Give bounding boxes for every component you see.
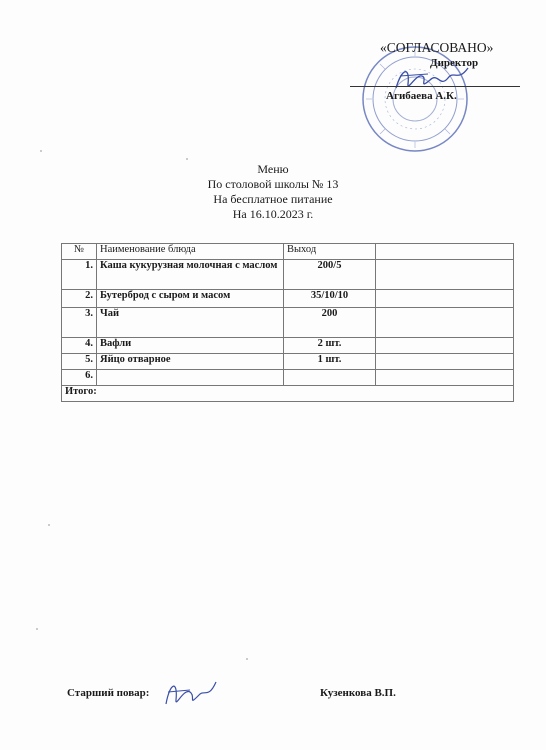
row-output: 1 шт. (284, 354, 376, 370)
header-name: Наименование блюда (97, 244, 284, 260)
table-row (62, 354, 514, 370)
table-total-row (62, 386, 514, 402)
row-num: 1. (62, 260, 97, 290)
table-row (62, 370, 514, 386)
cook-label: Старший повар: (67, 687, 150, 699)
menu-table (61, 243, 514, 402)
row-extra (376, 354, 514, 370)
row-output: 200 (284, 308, 376, 338)
heading-line-3: На бесплатное питание (213, 192, 333, 206)
header-output: Выход (284, 244, 376, 260)
row-name: Каша кукурузная молочная с маслом (97, 260, 284, 290)
document-heading (0, 162, 546, 222)
heading-line-4: На 16.10.2023 г. (232, 207, 314, 221)
row-output: 200/5 (284, 260, 376, 290)
approval-signature-line (350, 86, 520, 87)
cook-signature-icon (160, 676, 220, 712)
row-output: 2 шт. (284, 338, 376, 354)
row-extra (376, 370, 514, 386)
row-output (284, 370, 376, 386)
table-header-row (62, 244, 514, 260)
row-name: Вафли (97, 338, 284, 354)
heading-line-1: Меню (257, 162, 289, 176)
table-row (62, 338, 514, 354)
row-num: 3. (62, 308, 97, 338)
cook-name: Кузенкова В.П. (320, 687, 396, 699)
approval-role: Директор (430, 57, 479, 69)
row-name: Чай (97, 308, 284, 338)
table-row (62, 308, 514, 338)
row-num: 6. (62, 370, 97, 386)
row-name: Яйцо отварное (97, 354, 284, 370)
row-extra (376, 260, 514, 290)
row-extra (376, 338, 514, 354)
row-extra (376, 290, 514, 308)
approval-title: «СОГЛАСОВАНО» (380, 40, 494, 55)
scan-speck (246, 658, 248, 660)
heading-line-2: По столовой школы № 13 (207, 177, 339, 191)
table-row (62, 260, 514, 290)
header-extra (376, 244, 514, 260)
row-extra (376, 308, 514, 338)
row-num: 5. (62, 354, 97, 370)
scan-speck (186, 158, 188, 160)
header-num: № (62, 244, 97, 260)
row-name: Бутерброд с сыром и масом (97, 290, 284, 308)
row-output: 35/10/10 (284, 290, 376, 308)
row-num: 2. (62, 290, 97, 308)
total-label: Итого: (62, 386, 514, 402)
scan-speck (36, 628, 38, 630)
scan-speck (48, 524, 50, 526)
row-num: 4. (62, 338, 97, 354)
approval-name: Агибаева А.К. (386, 90, 457, 102)
table-row (62, 290, 514, 308)
scan-speck (40, 150, 42, 152)
approval-block (340, 36, 540, 146)
row-name (97, 370, 284, 386)
